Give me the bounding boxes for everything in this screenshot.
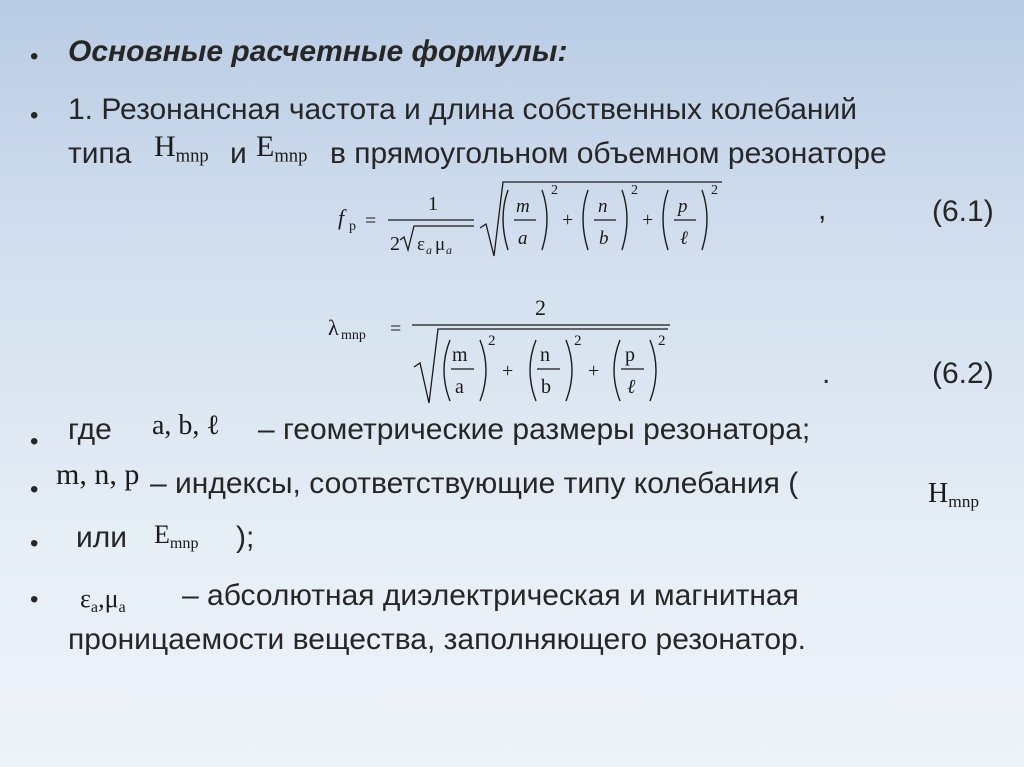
item1-line2-prefix: типа — [68, 137, 132, 170]
f2-t1-lparen — [444, 340, 450, 401]
f1-mu-sub: a — [446, 243, 452, 257]
f1-t1-lparen — [503, 190, 508, 250]
f2-t1-rparen — [480, 340, 486, 401]
f2-plus-2: + — [588, 360, 600, 382]
eq2-label: (6.2) — [932, 357, 994, 390]
indices-desc: – индексы, соответствующие типу колебания ( — [150, 467, 799, 500]
f1-eps: ε — [417, 234, 425, 255]
f1-t2-pow: 2 — [631, 183, 638, 198]
f2-lhs: λ — [328, 315, 339, 340]
f2-t3-den: ℓ — [627, 376, 636, 398]
symbol-h-mnp: $H_{mnp}$ — [154, 130, 209, 167]
f2-t3-pow: 2 — [658, 333, 666, 349]
f2-t2-rparen — [566, 340, 572, 401]
f1-eq: = — [365, 210, 377, 232]
f2-t2-lparen — [530, 340, 536, 401]
f1-den-2: 2 — [390, 233, 400, 255]
eq1-label: (6.1) — [932, 195, 994, 228]
f1-lhs: f — [338, 205, 345, 230]
formula-resonant-frequency — [330, 180, 730, 260]
f1-plus-1: + — [562, 209, 574, 231]
f2-t3-num: p — [625, 344, 635, 366]
or-word: или — [76, 521, 128, 554]
where-word: где — [68, 413, 112, 446]
indices-symbols: m, n, p — [56, 458, 140, 491]
eps-desc-line1: – абсолютная диэлектрическая и магнитная — [182, 579, 799, 612]
bullet-or: • — [30, 530, 39, 557]
f1-t1-rparen — [542, 190, 547, 250]
where-symbols: a, b, ℓ — [152, 410, 220, 441]
f1-t2-den: b — [599, 228, 609, 249]
bullet-where: • — [30, 428, 39, 455]
f2-t2-pow: 2 — [574, 333, 582, 349]
bullet-heading: • — [30, 43, 39, 70]
f1-t1-pow: 2 — [551, 183, 558, 198]
or-close-paren: ); — [236, 521, 255, 554]
indices-h-mnp: $H_{mnp}$ — [928, 478, 980, 512]
eq1-punct: , — [818, 193, 827, 226]
f1-t3-pow: 2 — [711, 183, 718, 198]
f1-t2-lparen — [583, 190, 588, 250]
f1-t3-num: p — [678, 196, 688, 217]
f2-t3-lparen — [614, 340, 620, 401]
f1-mu: μ — [435, 234, 446, 255]
or-e-mnp: $E_{mnp}$ — [154, 520, 199, 552]
eps-mu-symbols: $\varepsilon_a,\mu_a$ — [80, 584, 126, 616]
f2-t1-pow: 2 — [488, 333, 496, 349]
f1-t2-rparen — [622, 190, 627, 250]
item1-line2-suffix: в прямоугольном объемном резонаторе — [330, 137, 887, 170]
f1-lhs-sub: p — [349, 219, 356, 234]
symbol-e-mnp: $E_{mnp}$ — [256, 130, 308, 167]
f2-t1-num: m — [452, 344, 468, 366]
f1-t3-den: ℓ — [680, 228, 688, 249]
f2-plus-1: + — [502, 360, 514, 382]
f2-t3-rparen — [650, 340, 656, 401]
f2-t2-num: n — [540, 344, 550, 366]
f2-eq: = — [390, 318, 402, 340]
f1-t3-lparen — [663, 190, 668, 250]
f1-t1-den: a — [518, 228, 528, 249]
eps-desc-line2: проницаемости вещества, заполняющего резонатор. — [68, 623, 807, 656]
f1-num: 1 — [428, 193, 438, 215]
f1-eps-sub: a — [426, 243, 432, 257]
f2-t1-den: a — [455, 376, 464, 398]
f1-t1-num: m — [516, 196, 530, 217]
bullet-eps-mu: • — [30, 586, 39, 613]
f1-t2-num: n — [598, 196, 608, 217]
item1-and: и — [230, 137, 247, 170]
item1-line1: 1. Резонансная частота и длина собственных колебаний — [68, 93, 857, 126]
f1-t3-rparen — [702, 190, 707, 250]
bullet-indices: • — [30, 476, 39, 503]
f2-t2-den: b — [541, 376, 551, 398]
formula-wavelength — [328, 285, 708, 415]
f1-plus-2: + — [642, 209, 654, 231]
where-desc: – геометрические размеры резонатора; — [258, 413, 811, 446]
page-title: Основные расчетные формулы: — [68, 35, 568, 68]
f2-lhs-sub: mnp — [341, 328, 366, 343]
bullet-item1: • — [30, 102, 39, 129]
f2-num: 2 — [535, 295, 546, 320]
eq2-punct: . — [822, 357, 831, 390]
